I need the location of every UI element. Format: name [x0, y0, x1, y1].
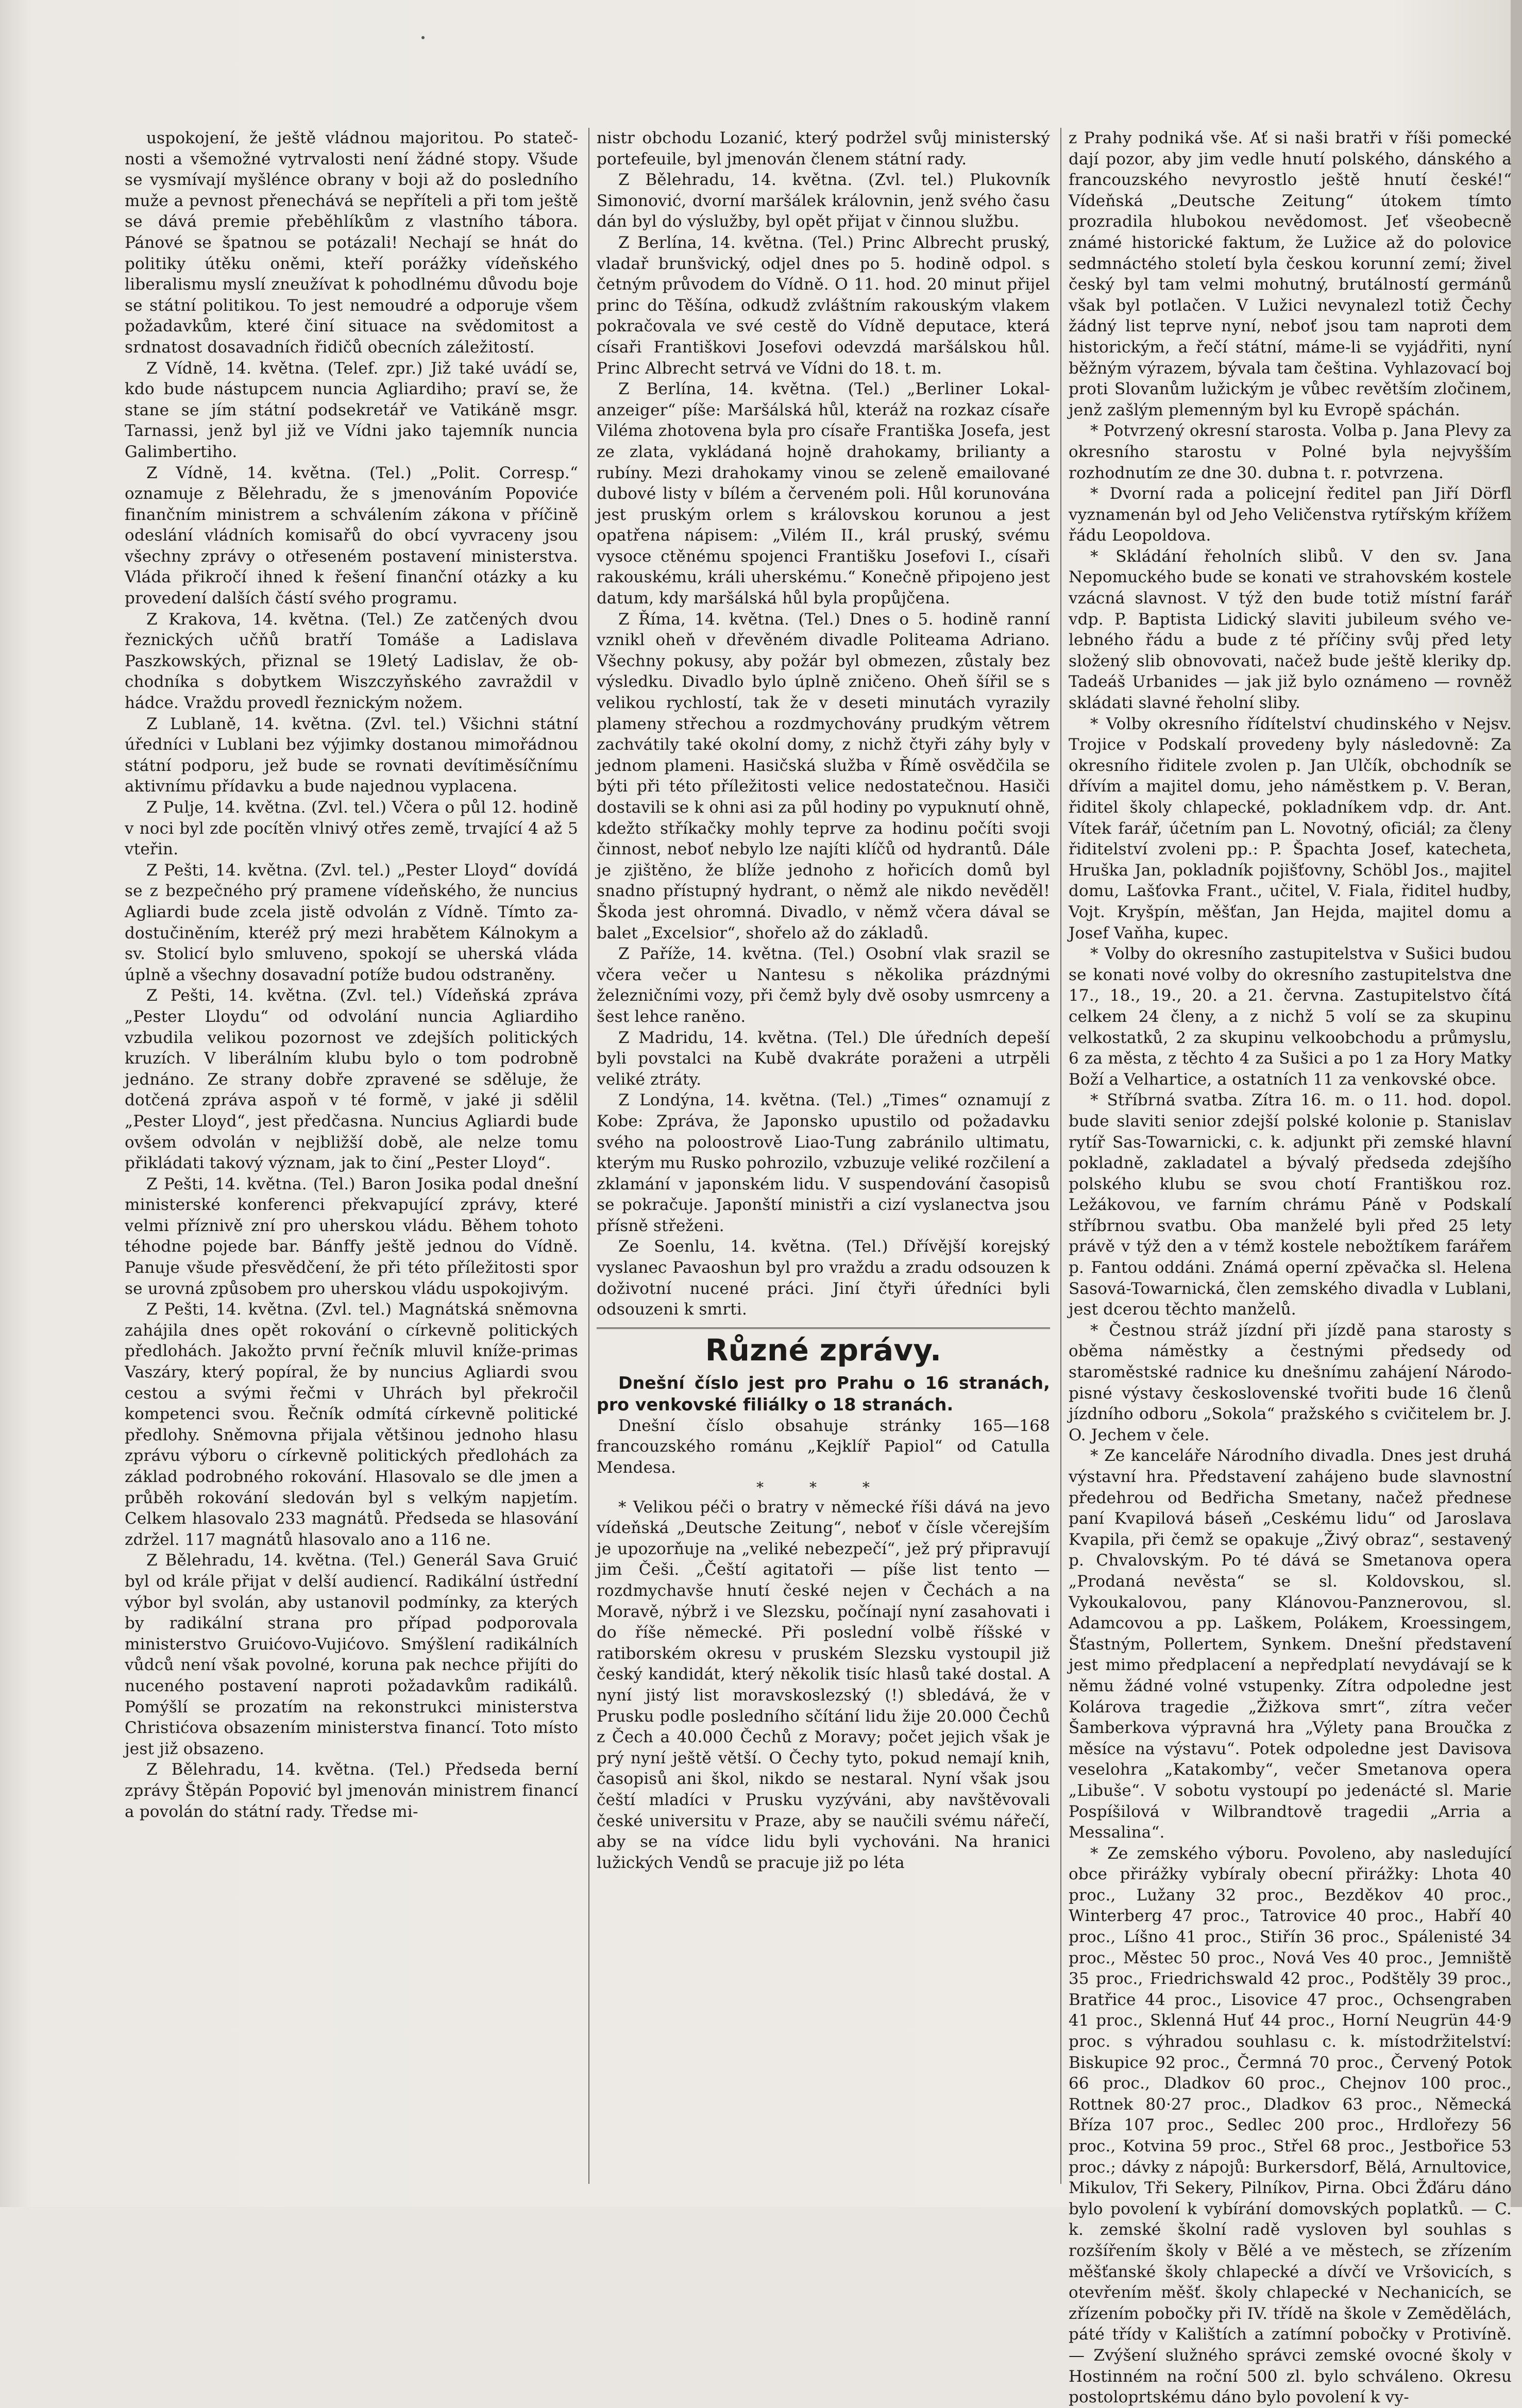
edition-notice: Dnešní číslo jest pro Prahu o 16 stranách, pro venkovské filiálky o 18 stranách. [597, 1372, 1050, 1415]
news-item: Z Paříže, 14. května. (Tel.) Osobní vlak srazil se včera večer u Nantesu s několika prázdnými železničními vozy, při čemž byly dvě osoby usmrceny a šest lehce raněno. [597, 945, 1050, 1026]
news-item: * Skládání řeholních slibů. V den sv. Jana Nepomuckého bude se konati ve strahovském kostele vzácná slavnost. V týž den bude totiž místní farář vdp. P. Baptista Lidický slaviti jubileum svého velebného řádu a bude z té příčiny svůj před lety složený slib obnovovati, načež bude ještě kleriky dp. Tadeáš Urbanides — jak již bylo oznámeno — rovněž skládati slavné řeholní sliby. [1069, 547, 1512, 713]
news-item: * Volby okresního řídítelství chudinského v Nejsv. Trojice v Podskalí provedeny byly následovně: Za okresního řiditele zvolen p. Jan Ulčík, obchodník se dřívím a majitel domu, jeho náměstkem p. V. Beran, řiditel školy chlapecké, pokladníkem vdp. dr. Ant. Vítek farář, účetním pan L. Novotný, oficiál; za členy řiditelství zvoleni pp.: P. Špachta Josef, katecheta, Hruška Jan, pokladník pojišťovny, Schöbl Jos., majitel domu, Lašťovka Frant., učitel, V. Fiala, řiditel hudby, Vojt. Kryšpín, měšťan, Jan Hejda, majitel domu a Josef Vaňha, kupec. [1069, 714, 1512, 942]
column-rule-1 [588, 128, 589, 2184]
news-item: * Ze kanceláře Národního divadla. Dnes jest druhá výstavní hra. Představení zahájeno bude slavnostní předehrou od Bedřicha Smetany, načež přednese paní Kvapilová báseň „Ceskému lidu“ od Jaroslava Kvapila, při čemž se opakuje „Živý obraz“, sestavený p. Chvalovským. Po té dává se Smetanova opera „Prodaná nevěsta“ se sl. Koldovskou, sl. Vykoukalovou, pany Klánovou-Panznerovou, sl. Adamcovou a pp. Laškem, Polákem, Kroessingem, Šťastným, Pollertem, Synkem. Dnešní představení jest mimo předplacení a nepředplatí nevydávají se k němu žádné volné vstupenky. Zítra odpoledne jest Kolárova tragedie „Žižkova smrt“, zítra večer Šamberkova výpravná hra „Výlety pana Broučka z měsíce na výstavu“. Potek odpoledne jest Davisova veselohra „Katakomby“, večer Smetanova opera „Libuše“. V sobotu vystoupí po jedenácté sl. Marie Pospíšilová v Wilbrandtově tragedii „Arria a Messalina“. [1069, 1446, 1512, 1842]
news-item: * Ze zemského výboru. Povoleno, aby nasledující obce přirážky vybíraly obecní přirážky: Lhota 40 proc., Lužany 32 proc., Bezděkov 40 proc., Winterberg 47 proc., Tatrovice 40 proc., Habří 40 proc., Líšno 41 proc., Stiřín 36 proc., Spálenisté 34 proc., Městec 50 proc., Nová Ves 40 proc., Jemniště 35 proc., Friedrichswald 42 proc., Podštěly 39 proc., Bratřice 44 proc., Lisovice 47 proc., Ochsengraben 41 proc., Sklenná Huť 44 proc., Horní Neugrün 44·9 proc. s výhradou souhlasu c. k. místodržitelství: Biskupice 92 proc., Čermná 70 proc., Červený Potok 66 proc., Dladkov 60 proc., Chejnov 100 proc., Rottnek 80·27 proc., Dladkov 63 proc., Německá Bříza 107 proc., Sedlec 200 proc., Hrdlořezy 56 proc., Kotvina 59 proc., Střel 68 proc., Jestbořice 53 proc.; dávky z nápojů: Burkersdorf, Bělá, Arnultovice, Mikulov, Tři Sekery, Pilníkov, Pirna. Obci Žďáru dáno bylo povolení k vybírání domovských poplatků. — C. k. zemské školní radě vysloven byl souhlas s rozšířením školy v Bělé a ve městech, se zřízením měšťanské školy chlapecké a dívčí ve Vršovicích, s otevřením měšť. školy chlapecké v Nechanicích, se zřízením pobočky při IV. třídě na škole v Zemědělách, páté třídy v Kalištích a zatímní pobočky v Protivíně. — Zvýšení služného správci zemské ovocné školy v Hostinném na roční 500 zl. bylo schváleno. Okresu postoloprtskému dáno bylo povolení k vy- [1069, 1844, 1512, 2407]
news-item: * Potvrzený okresní starosta. Volba p. Jana Plevy za okresního starostu v Polné byla nejvyšším rozhodnutím ze dne 30. dubna t. r. potvrzena. [1069, 422, 1512, 482]
paper-speck [421, 36, 425, 39]
news-item: Z Pešti, 14. května. (Zvl. tel.) Vídeňská zpráva „Pester Lloydu“ od odvolání nuncia Agliardiho vzbudila velikou pozornost ve zdejších politických kruzích. V liberálním klubu bylo o tom podrobně jednáno. Ze strany dobře zpravené se sděluje, že dotčená zpráva aspoň v té formě, v jaké ji sdělil „Pester Lloyd“, jest předčasna. Nuncius Agliardi bude ovšem odvolán v nejbližší době, ale nelze tomu přikládati takový význam, jak to činí „Pester Lloyd“. [125, 986, 578, 1173]
continued-paragraph: nistr obchodu Lozanić, který podržel svůj ministerský portefeuile, byl jmenován členem státní rady. [597, 129, 1050, 169]
news-item: Z Bělehradu, 14. května. (Tel.) Generál Sava Gruić byl od krále přijat v delší audiencí. Radikální ústřední výbor byl svolán, aby ustanovil podmínky, za kterých by radikální strana pro případ podporovala ministerstvo Gruićovo-Vujićovo. Smýšlení radikálních vůdců není však povolné, koruna pak nechce přijíti do nuceného postavení naproti požadavkům radikálů. Pomýšlí se prozatím na rekonstrukci ministerstva Christićova obsazením ministerstva financí. Toto místo jest již obsazeno. [125, 1551, 578, 1758]
news-item: * Dvorní rada a policejní ředitel pan Jiří Dörfl vyznamenán byl od Jeho Veličenstva rytířským křížem řádu Leopoldova. [1069, 484, 1512, 545]
novel-note: Dnešní číslo obsahuje stránky 165—168 francouzského románu „Kejklíř Papiol“ od Catulla Mendesa. [597, 1416, 1050, 1477]
news-item: * Volby do okresního zastupitelstva v Sušici budou se konati nové volby do okresního zastupitelstva dne 17., 18., 19., 20. a 21. června. Zastupitelstvo čítá celkem 24 členy, a z nichž 5 volí se za skupinu velkostatků, 2 za skupinu velkoobchodu a průmyslu, 6 za města, z těchto 4 za Sušici a po 1 za Hory Matky Boží a Velhartice, a ostatních 11 za venkovské obce. [1069, 945, 1512, 1089]
news-item: Z Lublaně, 14. května. (Zvl. tel.) Všichni státní úředníci v Lublani bez výjimky dostanou mimořádnou státní podporu, jež bude se rovnati devítiměsíčnímu aktivnímu přídavku a bude najednou vyplacena. [125, 714, 578, 796]
article-paragraph: uspokojení, že ještě vládnou majoritou. Po statečnosti a všemožné vytrvalosti není žádné stopy. Všude se vysmívají myšlénce obrany v boji až do posledního muže a pevnost přenechává se nepříteli a při tom ještě se dává premie přeběhlíkům z vlastního tábora. Pánové se špatnou se potázali! Nechají se hnát do politiky útěku oněmi, kteří porážky vídeňského liberalismu myslí zneužívat k pohodlnému důvodu boje se státní politikou. To jest nemoudré a odporuje všem požadavkům, které činí situace na svědomitost a srdnatost dosavadních řidičů obecních záležitostí. [125, 129, 578, 357]
news-item: Ze Soenlu, 14. května. (Tel.) Dřívější korejský vyslanec Pavaoshun byl pro vraždu a zradu odsouzen k doživotní nucené práci. Jiní čtyři úředníci byli odsouzeni k smrti. [597, 1237, 1050, 1319]
news-item: Z Krakova, 14. května. (Tel.) Ze zatčených dvou řeznických učňů bratří Tomáše a Ladislava Paszkowských, přiznal se 19letý Ladislav, že obchodníka s dobytkem Wiszczyňského zavraždil v hádce. Vraždu provedl řeznickým nožem. [125, 610, 578, 713]
separator-stars: * * * [756, 1478, 890, 1496]
news-item: Z Pešti, 14. května. (Tel.) Baron Josika podal dnešní ministerské konferenci překvapující zprávy, které velmi příznivě zní pro uherskou vládu. Během tohoto téhodne pojede bar. Bánffy ještě jednou do Vídně. Panuje všude přesvědčení, že při této příležitosti spor se urovná způsobem pro uherskou vládu uspokojivým. [125, 1174, 578, 1298]
news-item: * Velikou péči o bratry v německé říši dává na jevo vídeňská „Deutsche Zeitung“, neboť v čísle včerejším je upozorňuje na „veliké nebezpečí“, jež prý připravují jim Češi. „Čeští agitatoři — píše list tento — rozdmychavše hnutí české nejen v Čechách a na Moravě, nýbrž i ve Slezsku, počínají nyní zasahovati i do říše německé. Při poslední volbě říšské v ratiborském okresu v pruském Slezsku vystoupil již český kandidát, který několik tisíc hlasů také dostal. A nyní jistý list moravskoslezský (!) sbledává, že v Prusku podle posledního sčítání lidu žije 20.000 Čechů z Čech a 40.000 Čechů z Moravy; počet jejich však je prý nyní ještě větší. O Čechy tyto, pokud nemají knih, časopisů ani škol, nikdo se nestaral. Nyní však jsou čeští mladíci v Prusku vyzýváni, aby navštěvovali české universitu v Praze, aby se naučili svému nářečí, aby se na vídce lidu byli vychováni. Na hranici lužických Vendů se pracuje již po léta [597, 1497, 1050, 1872]
news-item: Z Berlína, 14. května. (Tel.) Princ Albrecht pruský, vladař brunšvický, odjel dnes po 5. hodině odpol. s četným průvodem do Vídně. O 11. hod. 20 minut přijel princ do Těšína, odkudž zvláštním rakouským vlakem pokračovala ve své cestě do Vídně deputace, která císaři Františkovi Josefovi odevzdá maršálskou hůl. Princ Albrecht setrvá ve Vídni do 18. t. m. [597, 233, 1050, 378]
news-item: Z Bělehradu, 14. května. (Tel.) Předseda berní zprávy Štěpán Popović byl jmenován ministrem financí a povolán do státní rady. Tředse mi- [125, 1760, 578, 1821]
news-item: Z Pešti, 14. května. (Zvl. tel.) Magnátská sněmovna zahájila dnes opět rokování o církevně politických předlohách. Jakožto první řečník mluvil kníže-primas Vaszáry, který popíral, že by nuncius Agliardi svou cestou a svými řečmi v Uhrách byl překročil kompetenci svou. Řečník odmítá církevně politické předlohy. Sněmovna přijala většinou jednoho hlasu zprávu výboru o církevně politických předlohách za základ podrobného rokování. Hlasovalo se dle jmen a průběh rokování sledován byl s velkým napjetím. Celkem hlasovalo 233 magnátů. Předseda se hlasování zdržel. 117 magnátů hlasovalo ano a 116 ne. [125, 1300, 578, 1549]
news-item: Z Pulje, 14. května. (Zvl. tel.) Včera o půl 12. hodině v noci byl zde pocítěn vlnivý otřes země, trvající 4 až 5 vteřin. [125, 798, 578, 859]
column-3 [1069, 128, 1512, 2407]
continued-paragraph: z Prahy podniká vše. Ať si naši bratři v říši pomecké dají pozor, aby jim vedle hnutí polského, dánského a francouzského nevyrostlo ještě hnutí české!“ Vídeňská „Deutsche Zeitung“ útokem tímto prozradila hlubokou nevědomost. Jeť všeobecně známé historické faktum, že Lužice až do polovice sedmnáctého století byla českou korunní zemí; živel český byl tam velmi mohutný, brutálností germánů však byl potlačen. V Lužici nevynalezl totiž Čechy žádný list teprve nyní, neboť jsou tam naproti dem historickým, a řečí státní, máme-li se vyjádřiti, nyní běžným výrazem, bývala tam čeština. Vyhlazovací boj proti Slovanům lužickým je vůbec revětším zločinem, jenž zašlým plemenným byl ku Evropě spáchán. [1069, 129, 1512, 419]
news-item: Z Vídně, 14. května. (Telef. zpr.) Již také uvádí se, kdo bude nástupcem nuncia Agliardiho; praví se, že stane se jím státní podsekretář ve Vatikáně msgr. Tarnassi, jenž byl již ve Vídni jako tajemník nuncia Galimbertiho. [125, 359, 578, 461]
news-item: Z Londýna, 14. května. (Tel.) „Times“ oznamují z Kobe: Zpráva, že Japonsko upustilo od požadavku svého na poloostrově Liao-Tung zabránilo ultimatu, kterým mu Rusko pohrozilo, vzbuzuje veliké rozčilení a zklamání v japonském lidu. V suspendování časopisů se pokračuje. Japonští ministři a cizí vyslanectva jsou přísně střeženi. [597, 1091, 1050, 1235]
news-item: Z Pešti, 14. května. (Zvl. tel.) „Pester Lloyd“ dovídá se z bezpečného prý pramene vídeňského, že nuncius Agliardi bude zcela jistě odvolán z Vídně. Tímto zadostučiněním, kteréž prý mezi hrabětem Kálnokym a sv. Stolicí bylo smluveno, spokojí se uherská vláda úplně a všechny dosavadní potíže budou odstraněny. [125, 861, 578, 984]
news-item: Z Bělehradu, 14. května. (Zvl. tel.) Plukovník Simonović, dvorní maršálek královnin, jenž svého času dán byl do výslužby, byl opět přijat v činnou službu. [597, 171, 1050, 231]
news-item: Z Vídně, 14. května. (Tel.) „Polit. Corresp.“ oznamuje z Bělehradu, že s jmenováním Popoviće finančním ministrem a schválením zákona v příčině odeslání vládních komisařů do obcí vyvraceny jsou všechny zprávy o otřeseném postavení ministerstva. Vláda přikročí ihned k řešení finanční otázky a ku provedení dalších částí svého programu. [125, 463, 578, 608]
column-2 [597, 128, 1050, 2184]
column-1 [125, 128, 578, 2184]
news-item: Z Berlína, 14. května. (Tel.) „Berliner Lokalanzeiger“ píše: Maršálská hůl, kteráž na rozkaz císaře Viléma zhotovena byla pro císaře Františka Josefa, jest ze zlata, vykládaná hojně drahokamy, brilianty a rubíny. Mezi drahokamy vinou se zeleně emailované dubové listy v bílém a červeném poli. Hůl korunována jest pruským orlem s královskou korunou a jest opatřena nápisem: „Vilém II., král pruský, svému vysoce ctěnému spojenci Františku Josefovi I., císaři rakouskému, králi uherskému.“ Konečně připojeno jest datum, kdy maršálská hůl byla propůjčena. [597, 380, 1050, 608]
section-title: Různé zprávy. [597, 1327, 1050, 1368]
news-item: Z Madridu, 14. května. (Tel.) Dle úředních depeší byli povstalci na Kubě dvakráte poraženi a utrpěli veliké ztráty. [597, 1028, 1050, 1089]
news-item: Z Říma, 14. května. (Tel.) Dnes o 5. hodině ranní vznikl oheň v dřevěném divadle Politeama Adriano. Všechny pokusy, aby požár byl obmezen, zůstaly bez výsledku. Divadlo bylo úplně zničeno. Oheň šířil se s velikou rychlostí, tak že v deseti minutách vyrazily plameny střechou a rozdmychovány prudkým větrem zachvátily také okolní domy, z nichž čtyři záhy byly v jednom plameni. Hasičská služba v Římě osvědčila se býti při této příležitosti velice nedostatečnou. Hasiči dostavili se k ohni asi za půl hodiny po vypuknutí ohně, kdežto stříkačky mohly teprve za hodinu počíti svoji činnost, neboť nebylo lze najíti klíčů od hydrantů. Dále je zjištěno, že blíže jednoho z hořicích domů byl snadno přístupný hydrant, o němž ale nikdo nevěděl! Škoda jest ohromná. Divadlo, v němž včera dával se balet „Excelsior“, shořelo až do základů. [597, 610, 1050, 942]
news-item: * Stříbrná svatba. Zítra 16. m. o 11. hod. dopol. bude slaviti senior zdejší polské kolonie p. Stanislav rytíř Sas-Towarnicki, c. k. adjunkt při zemské hlavní pokladně, zakladatel a bývalý předseda zdejšího polského klubu se svou chotí Františkou roz. Ležákovou, ve farním chrámu Páně v Podskalí stříbrnou svatbu. Oba manželé byli před 25 lety právě v týž den a v témž kostele nebožtíkem farářem p. Fantou oddáni. Známá operní zpěvačka sl. Helena Sasová-Towarnická, člen zemského divadla v Lublani, jest dcerou těchto manželů. [1069, 1091, 1512, 1319]
news-item: * Čestnou stráž jízdní při jízdě pana starosty s oběma náměstky a čestnými předsedy od staroměstské radnice ku dnešnímu zahájení Národopisné výstavy československé tvořiti bude 16 členů jízdního odboru „Sokola“ pražského s cvičitelem br. J. O. Jechem v čele. [1069, 1321, 1512, 1444]
page-edge-shadow [1511, 0, 1522, 2207]
column-rule-2 [1060, 128, 1061, 2184]
